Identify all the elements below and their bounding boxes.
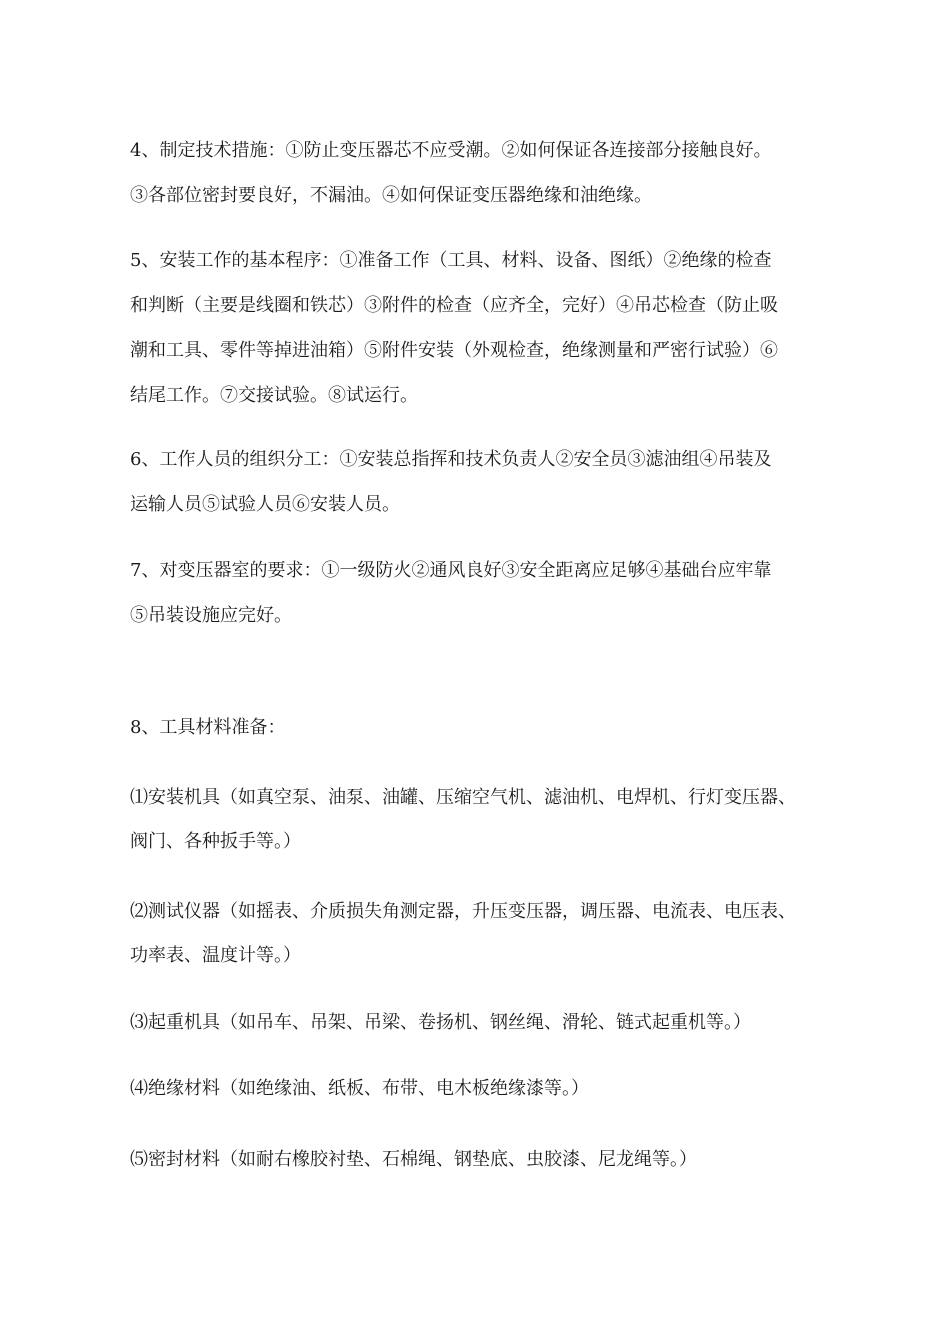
section-5-line-3: 潮和工具、零件等掉进油箱）⑤附件安装（外观检查，绝缘测量和严密行试验）⑥ <box>130 340 778 361</box>
section-6-line-1: 6、工作人员的组织分工：①安装总指挥和技术负责人②安全员③滤油组④吊装及 <box>130 449 772 470</box>
tools-item-4-insulation-materials <box>130 1067 840 1111</box>
tools-item-2-line-1: ⑵测试仪器（如摇表、介质损失角测定器，升压变压器，调压器、电流表、电压表、 <box>130 901 796 922</box>
section-5-line-2: 和判断（主要是线圈和铁芯）③附件的检查（应齐全，完好）④吊芯检查（防止吸 <box>130 295 778 316</box>
section-4-line-2: ③各部位密封要良好，不漏油。④如何保证变压器绝缘和油绝缘。 <box>130 185 652 206</box>
tools-item-4-text: ⑷绝缘材料（如绝缘油、纸板、布带、电木板绝缘漆等。） <box>130 1078 589 1099</box>
tools-item-2-test-instruments <box>130 890 840 978</box>
section-8-heading <box>130 706 840 750</box>
tools-item-1-installation-equipment <box>130 776 840 864</box>
tools-item-1-line-1: ⑴安装机具（如真空泵、油泵、油罐、压缩空气机、滤油机、电焊机、行灯变压器、 <box>130 787 796 808</box>
section-8-heading-text: 8、工具材料准备： <box>130 717 286 738</box>
tools-item-1-line-2: 阀门、各种扳手等。） <box>130 831 301 852</box>
section-5-line-4: 结尾工作。⑦交接试验。⑧试运行。 <box>130 385 418 406</box>
section-4-line-1: 4、制定技术措施：①防止变压器芯不应受潮。②如何保证各连接部分接触良好。 <box>130 140 772 161</box>
section-4-technical-measures <box>130 128 830 218</box>
tools-item-3-lifting-equipment <box>130 1001 840 1045</box>
section-6-line-2: 运输人员⑤试验人员⑥安装人员。 <box>130 494 400 515</box>
tools-item-5-text: ⑸密封材料（如耐右橡胶衬垫、石棉绳、钢垫底、虫胶漆、尼龙绳等。） <box>130 1149 697 1170</box>
tools-item-3-text: ⑶起重机具（如吊车、吊架、吊梁、卷扬机、钢丝绳、滑轮、链式起重机等。） <box>130 1012 751 1033</box>
section-7-line-2: ⑤吊装设施应完好。 <box>130 605 292 626</box>
section-5-installation-procedure <box>130 238 830 418</box>
section-6-staff-organization <box>130 437 830 527</box>
tools-item-5-sealing-materials <box>130 1138 840 1182</box>
section-7-transformer-room-requirements <box>130 548 830 638</box>
tools-item-2-line-2: 功率表、温度计等。） <box>130 945 301 966</box>
section-5-line-1: 5、安装工作的基本程序：①准备工作（工具、材料、设备、图纸）②绝缘的检查 <box>130 250 772 271</box>
section-7-line-1: 7、对变压器室的要求：①一级防火②通风良好③安全距离应足够④基础台应牢靠 <box>130 560 772 581</box>
